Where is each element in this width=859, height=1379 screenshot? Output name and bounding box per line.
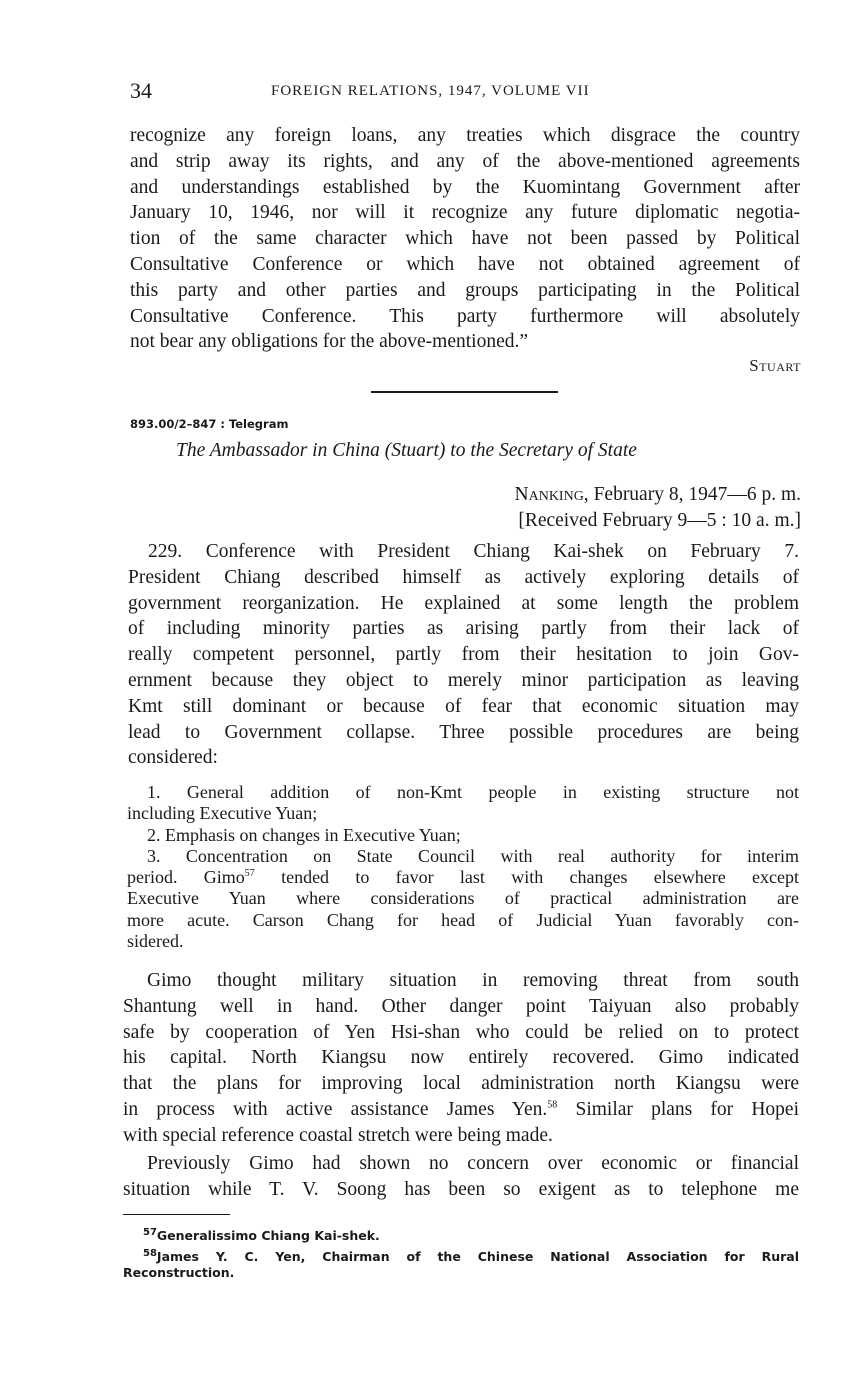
text-line: President Chiang described himself as actively exploring details of xyxy=(128,566,799,588)
text-line: really competent personnel, partly from their hesitation to join Gov- xyxy=(128,644,799,666)
footnote-57 xyxy=(123,1228,799,1244)
footnote-number: 58 xyxy=(143,1247,157,1259)
procedure-item-3 xyxy=(127,846,799,952)
footnote-line xyxy=(123,1228,799,1244)
military-paragraph xyxy=(123,968,799,1149)
text-line: recognize any foreign loans, any treaties which disgrace the country xyxy=(130,125,800,146)
text-line: Executive Yuan where considerations of practical administration are xyxy=(127,888,799,909)
page-number: 34 xyxy=(130,78,152,103)
text-line xyxy=(123,1097,799,1123)
text-line: safe by cooperation of Yen Hsi-shan who could be relied on to protect xyxy=(123,1021,799,1043)
text-line: situation while T. V. Soong has been so exigent as to telephone me xyxy=(123,1178,799,1200)
footnote-ref[interactable]: 58 xyxy=(547,1099,558,1111)
text-line: of including minority parties as arising partly from their lack of xyxy=(128,618,799,640)
document-title: The Ambassador in China (Stuart) to the Secretary of State xyxy=(176,440,637,461)
text-line: government reorganization. He explained at some length the problem xyxy=(128,592,799,614)
dateline xyxy=(515,484,801,506)
received-line: [Received February 9—5 : 10 a. m.] xyxy=(518,510,801,531)
text-fragment: tended to favor last with changes elsewhere except xyxy=(281,867,799,888)
text-line: with special reference coastal stretch were being made. xyxy=(123,1124,553,1146)
main-paragraph xyxy=(128,539,799,771)
text-fragment: period. Gimo xyxy=(127,867,245,888)
text-line: Consultative Conference or which have not obtained agreement of xyxy=(130,253,800,275)
text-line: Previously Gimo had shown no concern over economic or financial xyxy=(147,1153,799,1174)
text-line: including Executive Yuan; xyxy=(127,803,318,824)
text-line: 229. Conference with President Chiang Kai-shek on February 7. xyxy=(148,541,799,562)
dateline-date: February 8, 1947—6 p. m. xyxy=(593,484,801,505)
economic-paragraph xyxy=(123,1151,799,1203)
text-line: and strip away its rights, and any of the above-mentioned agreements xyxy=(130,150,800,172)
text-fragment: Similar plans for Hopei xyxy=(575,1098,800,1120)
signature: Stuart xyxy=(749,356,801,375)
text-line: January 10, 1946, nor will it recognize any future diplomatic negotia- xyxy=(130,202,800,224)
footnote-line xyxy=(123,1249,799,1265)
text-line: and understandings established by the Kuomintang Government after xyxy=(130,176,800,198)
footnote-line: Reconstruction. xyxy=(123,1265,235,1280)
dateline-place: Nanking, xyxy=(514,484,589,505)
text-line: more acute. Carson Chang for head of Judicial Yuan favorably con- xyxy=(127,909,799,930)
procedure-item-1 xyxy=(127,782,799,824)
page-header xyxy=(130,78,800,106)
text-line xyxy=(127,867,799,888)
file-reference: 893.00/2–847 : Telegram xyxy=(130,417,289,431)
footnote-number: 57 xyxy=(143,1226,157,1238)
footnote-text: Generalissimo Chiang Kai-shek. xyxy=(156,1228,380,1243)
text-line: 1. General addition of non-Kmt people in existing structure not xyxy=(147,782,799,802)
text-line: 3. Concentration on State Council with real authority for interim xyxy=(147,846,799,866)
footnote-divider xyxy=(123,1214,230,1215)
text-line: Gimo thought military situation in removing threat from south xyxy=(147,970,799,991)
text-line: not bear any obligations for the above-mentioned.” xyxy=(130,331,528,353)
running-head: FOREIGN RELATIONS, 1947, VOLUME VII xyxy=(271,83,590,99)
text-line: 2. Emphasis on changes in Executive Yuan; xyxy=(147,825,461,845)
procedure-item-2 xyxy=(127,825,799,846)
text-line: lead to Government collapse. Three possible procedures are being xyxy=(128,721,799,743)
text-line: that the plans for improving local administration north Kiangsu were xyxy=(123,1073,799,1095)
text-line: this party and other parties and groups participating in the Political xyxy=(130,279,800,301)
footnote-text: James Y. C. Yen, Chairman of the Chinese National Association for Rural xyxy=(156,1249,799,1264)
text-line: Consultative Conference. This party furthermore will absolutely xyxy=(130,305,800,327)
text-line: sidered. xyxy=(127,930,184,951)
text-line: Kmt still dominant or because of fear that economic situation may xyxy=(128,695,799,717)
text-line: considered: xyxy=(128,747,218,769)
section-divider xyxy=(371,391,558,393)
footnote-58 xyxy=(123,1249,799,1281)
intro-paragraph xyxy=(130,123,800,355)
text-line: his capital. North Kiangsu now entirely recovered. Gimo indicated xyxy=(123,1047,799,1069)
text-fragment: in process with active assistance James Yen. xyxy=(123,1098,548,1120)
text-line: ernment because they object to merely minor participation as leaving xyxy=(128,669,799,691)
text-line: Shantung well in hand. Other danger point Taiyuan also probably xyxy=(123,995,799,1017)
footnote-ref[interactable]: 57 xyxy=(244,868,255,880)
text-line: tion of the same character which have not been passed by Political xyxy=(130,228,800,250)
